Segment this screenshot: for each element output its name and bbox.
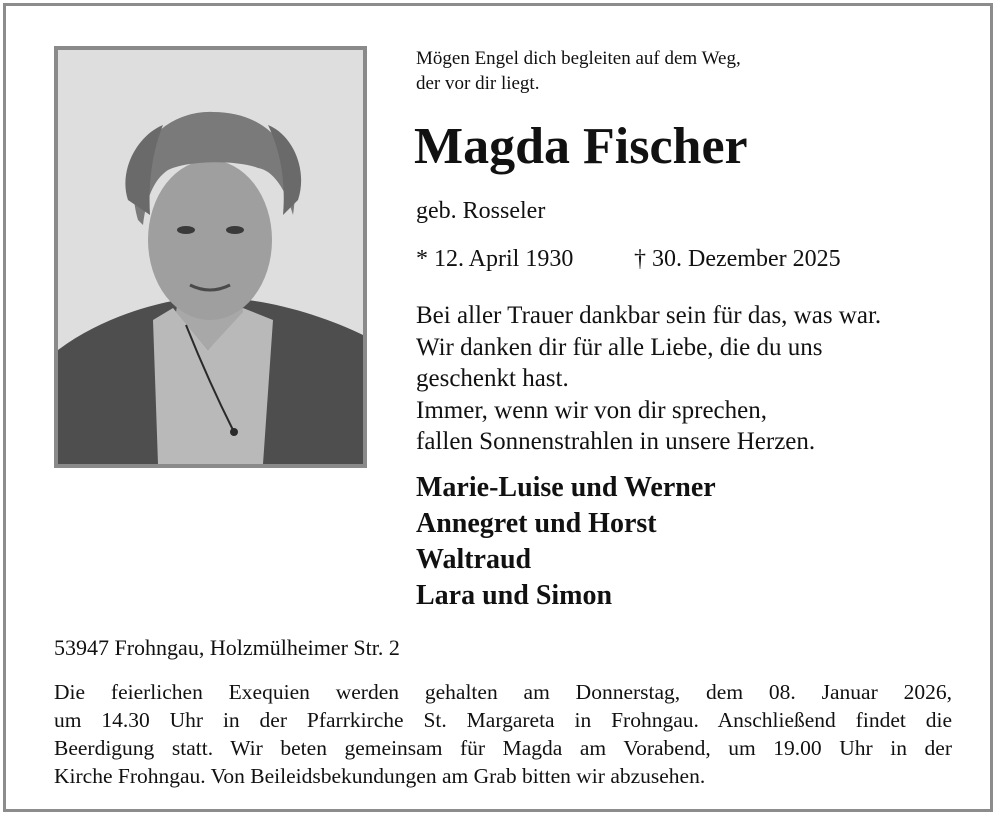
- portrait-photo: [54, 46, 367, 468]
- quote-line: geschenkt hast.: [416, 365, 569, 392]
- notice-line: um 14.30 Uhr in der Pfarrkirche St. Margareta in Frohngau. Anschließend findet die: [54, 708, 952, 732]
- quote-line: fallen Sonnenstrahlen in unsere Herzen.: [416, 428, 816, 455]
- verse-line: Mögen Engel dich begleiten auf dem Weg,: [416, 48, 741, 69]
- mourner-entry: Waltraud: [416, 544, 532, 575]
- memorial-quote: [416, 300, 881, 458]
- funeral-notice: [54, 678, 952, 790]
- birth-name: geb. Rosseler: [416, 198, 546, 224]
- verse: [416, 46, 741, 96]
- life-dates: [416, 244, 841, 274]
- notice-line: Die feierlichen Exequien werden gehalten am Donnerstag, dem 08. Januar 2026,: [54, 680, 952, 704]
- quote-line: Immer, wenn wir von dir sprechen,: [416, 396, 767, 424]
- birth-date: * 12. April 1930: [416, 246, 574, 272]
- notice-line: Beerdigung statt. Wir beten gemeinsam für Magda am Vorabend, um 19.00 Uhr in der: [54, 736, 952, 760]
- notice-line: Kirche Frohngau. Von Beileidsbekundungen am Grab bitten wir abzusehen.: [54, 764, 706, 788]
- mourner-entry: Marie-Luise und Werner: [416, 472, 716, 503]
- death-date: † 30. Dezember 2025: [634, 246, 841, 272]
- family-address: 53947 Frohngau, Holzmülheimer Str. 2: [54, 635, 400, 660]
- mourner-entry: Lara und Simon: [416, 580, 613, 611]
- quote-line: Bei aller Trauer dankbar sein für das, was war.: [416, 302, 882, 329]
- mourner-entry: Annegret und Horst: [416, 508, 657, 539]
- mourners-list: [416, 470, 716, 614]
- verse-line: der vor dir liegt.: [416, 73, 540, 94]
- deceased-name: Magda Fischer: [414, 118, 748, 175]
- quote-line: Wir danken dir für alle Liebe, die du uns: [416, 333, 823, 361]
